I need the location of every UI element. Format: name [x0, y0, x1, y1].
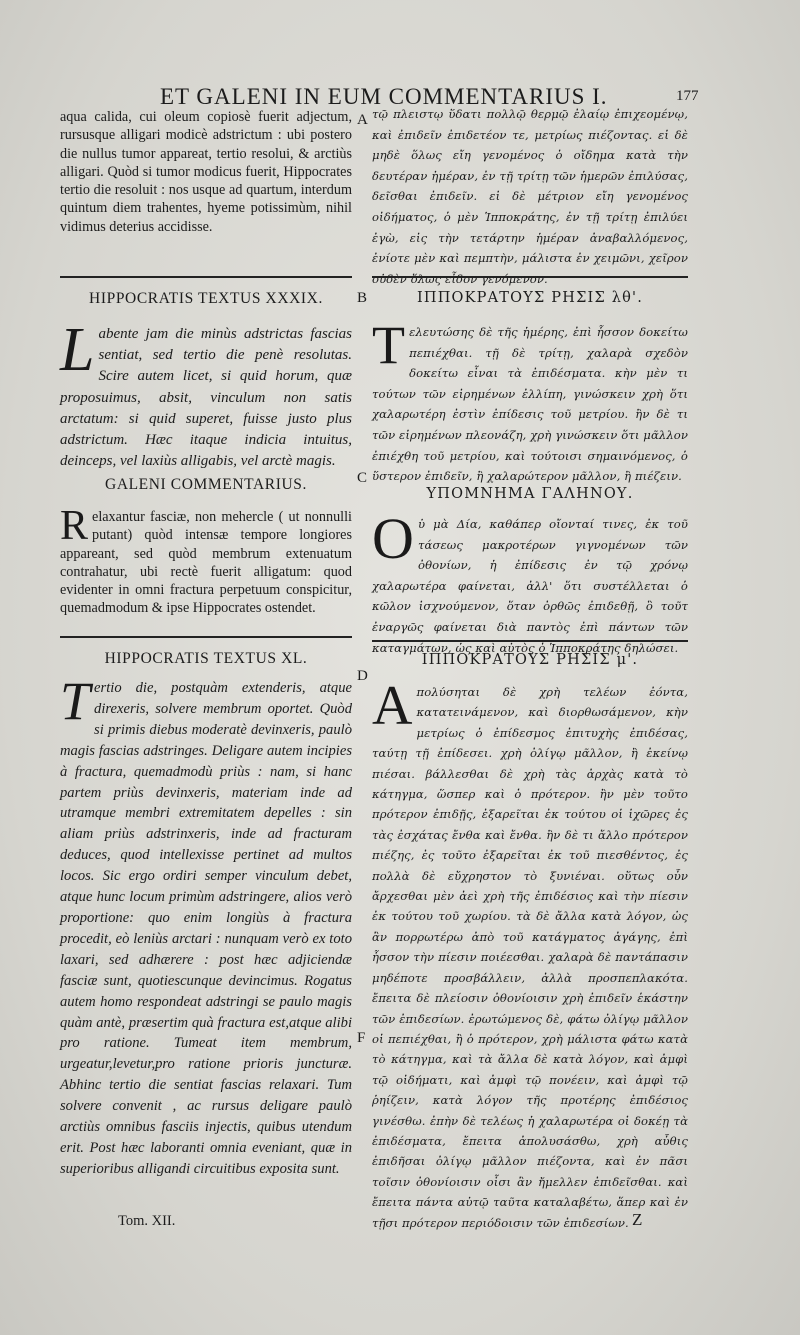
latin-textus-39-block — [60, 316, 352, 472]
greek-rhesis-40 — [372, 675, 688, 1233]
latin-textus-39-body: abente jam die minùs adstrictas fascias sentiat, sed tertio die penè resolutas. Scire autem licet, si quid horum, quæ proposuimus, absit, vinculum non satis arctatum: si quid superet, fuisse justo plus adstrictum. Hæc itaque indicia intuitus, deinceps, vel laxiùs alligabis, vel arctè magis. — [60, 326, 352, 470]
latin-textus-40-body: ertio die, postquàm extenderis, atque direxeris, solvere membrum oportet. Quòd si primis diebus moderatè devinxeris, paulò magis fascias adstringes. Deligare autem incipies à fractura, quemadmodù priùs : nam, si hanc partem priùs devinxeris, materiam inde ad utramque membri extremitatem depelles : sin aliam priùs adstrinxeris, inde ad fracturam deduces, quod intellexisse pertinet ad multos locos. Sic ergo ordiri semper vinculum debet, atque hunc locum primùm adstringere, alios verò proportione: quo enim longiùs à fractura procedit, eò leniùs arctari : nunquam verò ex toto laxari, sed adhærere : post hæc adjiciendæ fasciæ sunt, quotiescunque devincimus. Rogatus autem homo respondeat adstringi se paulo magis quàm antè, præsertim quà fractura est,atque alibi pro ratione. Tumeat item membrum, urgeatur,levetur,pro ratione prioris juncturæ. Abhinc tertio die sentiat fascias relaxari. Tum solvere convenit , ac rursus deligare paulò arctiùs omnibus fasciis injectis, quibus utendum erit. Post hæc laboranti omnia eveniant, quæ in superioribus alligandi circuitibus exposita sunt. — [60, 680, 352, 1177]
greek-rhesis-39-body: ελευτώσης δὲ τῆς ἡμέρης, ἐπὶ ἧσσον δοκείτω πεπιέχθαι. τῇ δὲ τρίτῃ, χαλαρὰ σχεδὸν δοκείτω εἶναι τὰ ἐπιδέσματα. κὴν μὲν τι τούτων τῶν εἰρημένων ἐλλίπη, γινώσκειν χρὴ ὅτι χαλαρωτέρη ἐστὶν ἐπίδεσις τοῦ μετρίου. ἢν δὲ τι τῶν εἰρημένων πλεονάζη, χρὴ γινώσκειν ὅτι μᾶλλον ἐπιέχθη τοῦ μετρίου, καὶ τούτοισι σημαινόμενος, ὁ ὕστερον ἐπιδεῖν, ἢ χαλαρώτερον μᾶλλον, ἢ πιέζειν. — [372, 325, 688, 484]
rule — [60, 636, 352, 638]
running-head: ET GALENI IN EUM COMMENTARIUS I. — [160, 84, 608, 109]
latin-heading-textus-40: HIPPOCRATIS TEXTUS XL. — [104, 650, 308, 667]
margin-letter-a: A — [357, 112, 368, 128]
rule — [60, 276, 352, 278]
greek-rhesis-39 — [372, 315, 688, 487]
latin-textus-40 — [60, 671, 352, 1180]
drop-cap: T — [60, 671, 91, 731]
margin-letter-b: B — [357, 290, 368, 306]
rule — [372, 640, 688, 642]
latin-intro-paragraph: aqua calida, cui oleum copiosè fuerit adjectum, rursusque alligari modicè adstrictum : ubi postero die nullus tumor appareat, tertio resolui, & arctiùs alligari. Quòd si tumor modicus fuerit, Hippocrates tertio die resoluit : nos usque ad quartum, interdum quintum diem trahentes, hyeme potissimùm, nihil vidimus deterius accidisse. — [60, 109, 352, 235]
greek-rhesis-40-block — [372, 675, 688, 1233]
signature-mark: Z — [632, 1210, 643, 1229]
drop-cap: Τ — [372, 315, 406, 375]
latin-intro-block — [60, 108, 352, 236]
latin-textus-40-block — [60, 671, 352, 1180]
greek-heading-hypomnema: ΥΠΟΜΝΗΜΑ ΓΑΛΗΝΟΥ. — [426, 486, 634, 502]
greek-rhesis-39-block — [372, 315, 688, 487]
greek-rhesis-40-body: πολύσηται δὲ χρὴ τελέων ἐόντα, κατατεινάμενον, καὶ διορθωσάμενον, κὴν μετρίως ὁ ἐπίδεσμος ἐπιτυχὴς ἐπιδέσας, ταύτῃ τῇ ἐπίδεσει. χρὴ ὀλίγῳ μᾶλλον, ἢ ἐκείνῳ πιέσαι. βάλλεσθαι δὲ χρὴ τὰς ἀρχὰς κατὰ τὸ κάτηγμα, ὥσπερ καὶ ὁ πρότερον. ἢν μὲν τοῦτο πρότερον ἐπιδῇς, ἐξαρεῖται ἐκ τούτου οἱ ἰχῶρες ἐς τὰς ἐσχάτας ἔνθα καὶ ἔνθα. ἢν δὲ τι ἄλλο πρότερον πιέζης, ἐς τοῦτο ἐξαρεῖται ἐκ τοῦ πιεσθέντος, ἐς πολλὰ δὲ εὔχρηστον τὸ ξυνιέναι. οὕτως οὖν ἄρχεσθαι μὲν ἀεὶ χρὴ τῆς ἐπιδέσιος καὶ τὴν πίεσιν ἐκ τούτου τοῦ χωρίου. τὰ δὲ ἄλλα κατὰ λόγον, ὡς ἂν πορρωτέρω ἀπὸ τοῦ κατάγματος ἀγάγης, ἐπὶ ἧσσον τὴν πίεσιν ποιέεσθαι. χαλαρὰ δὲ παντάπασιν μηδέποτε προσβάλλειν, ἀλλὰ προσπεπλακότα. ἔπειτα δὲ πλείοσιν ὀθονίοισιν χρὴ ἐπιδεῖν ἑκάστην τῶν ἐπιδεσίων. ἐρωτώμενος δὲ, φάτω ὀλίγῳ μᾶλλον οἱ πεπιέχθαι, ἢ ὁ πρότερον, χρὴ μάλιστα φάτω κατὰ τὸ κάτηγμα, καὶ τὰ ἄλλα δὲ κατὰ λόγον, καὶ ἀμφὶ τῷ οἰδήματι, καὶ ἀμφὶ τῷ πονέειν, καὶ ἀμφὶ τῷ ῥηίζειν, κατὰ λόγον τῆς προτέρης ἐπιδέσιος γινέσθω. ἐπὴν δὲ τελέως ἡ χαλαρωτέρα οἱ δοκέῃ τὰ ἐπιδέσματα, ἔπειτα ἀπολυσάσθω, χρὴ αὖθις ἐπιδῆσαι ὀλίγῳ μᾶλλον πιέζοντα, καὶ ἐν πᾶσι τοῖσιν ὀθονίοισιν οἷσι ἂν ἤμελλεν ἐπιδεῖσθαι. καὶ ἔπειτα πάντα αὐτῷ ταῦτα καταλαβέτω, ἅπερ καὶ ἐν τῇσι πρότερον περιόδοισιν τῶν ἐπιδεσίων. — [372, 685, 688, 1230]
greek-commentary-body: ὐ μὰ Δία, καθάπερ οἴονταί τινες, ἐκ τοῦ τάσεως μακροτέρων γιγνομένων τῶν ὀθονίων, ἡ ἐπίδεσις ἐν τῷ χρόνῳ χαλαρωτέρα φαίνεται, ἀλλ' ὅτι συστέλλεται ὁ κῶλον ἰσχνούμενον, ὅταν ὀρθῶς ἐπιδεθῇ, ὃ τοῦτ ἐναργῶς φαίνεται διὰ παντὸς ἐπὶ πάντων τῶν καταγμάτων, ὡς καὶ αὐτὸς ὁ Ἱπποκράτης δηλώσει. — [372, 517, 688, 655]
latin-heading-textus-39: HIPPOCRATIS TEXTUS XXXIX. — [89, 290, 323, 307]
latin-textus-39 — [60, 316, 352, 472]
page-number: 177 — [676, 88, 699, 104]
latin-commentary — [60, 503, 352, 618]
margin-letter-d: D — [357, 668, 368, 684]
margin-letter-c: C — [357, 470, 368, 486]
greek-commentary — [372, 506, 688, 658]
rule — [372, 276, 688, 278]
margin-letter-f: F — [357, 1030, 366, 1046]
drop-cap: R — [60, 503, 89, 549]
greek-intro-paragraph: τῷ πλειστῳ ὕδατι πολλῷ θερμῷ ἐλαίῳ ἐπιχεομένῳ, καὶ ἐπιδεῖν ἐπιδετέον τε, μετρίως πιέζοντας. εἰ δὲ μηδὲ ὅλως εἴη γενομένος ὁ οἴδημα κατὰ τὴν δευτέραν ἡμέραν, ἐν τῇ τρίτῃ τῶν ἡμερῶν ἐπιλύσας, δεῖσθαι ἐπιδεῖν. εἰ δὲ μέτριον εἴη γενομένος οἰδήματος, ὁ μὲν Ἱπποκράτης, ἐν τῇ τρίτῃ ἐπιλύει ἐγὼ, εἰς τὴν τετάρτην ἡμέραν ἀναβαλλόμενος, ἐνίοτε μὲν καὶ πεμπτὴν, μάλιστα ἐν χειμῶνι, χεῖρον οὐδὲν ὅλως εἶδον γενόμενον. — [372, 107, 688, 286]
latin-commentary-block — [60, 503, 352, 618]
drop-cap: Ο — [372, 506, 414, 571]
drop-cap: Α — [372, 675, 413, 737]
greek-heading-rhesis-39: ΙΠΠΟΚΡΑΤΟΥΣ ΡΗΣΙΣ λθ'. — [416, 290, 644, 306]
greek-commentary-block — [372, 506, 688, 658]
volume-mark: Tom. XII. — [118, 1213, 176, 1229]
greek-intro-block — [372, 104, 688, 289]
greek-heading-rhesis-40: ΙΠΠΟΚΡΑΤΟΥΣ ΡΗΣΙΣ μ'. — [421, 652, 639, 668]
latin-commentary-body: elaxantur fasciæ, non mehercle ( ut nonnulli putant) quòd intensæ tempore longiores appareant, sed quòd membrum extenuatum contrahatur, ubi rectè fuerit alligatum: quod evidenter in omni fractura perpetuum conspicitur, quemadmodum & ipse Hippocrates ostendet. — [60, 509, 352, 617]
drop-cap: L — [60, 316, 95, 384]
latin-heading-commentarius: GALENI COMMENTARIUS. — [105, 476, 307, 493]
